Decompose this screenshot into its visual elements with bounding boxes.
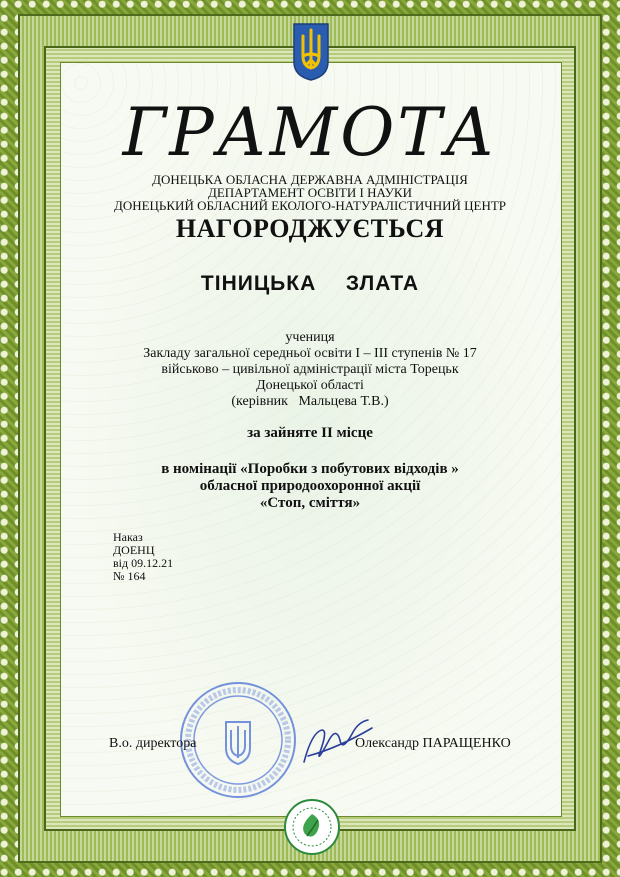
order-line-1: Наказ [113, 530, 143, 544]
nomination-line-2: обласної природоохоронної акції [199, 478, 421, 494]
certificate-title: ГРАМОТА [122, 94, 498, 171]
place-line: за зайняте ІІ місце [247, 425, 373, 441]
org-line-2: ДЕПАРТАМЕНТ ОСВІТИ І НАУКИ [207, 185, 412, 200]
order-line-3: від 09.12.21 [113, 556, 174, 570]
nomination-line-3: «Стоп, сміття» [259, 495, 361, 511]
detail-line-3: військово – цивільної адміністрації міста Торецьк [161, 362, 459, 377]
signer-role: В.о. директора [109, 736, 197, 751]
award-heading: НАГОРОДЖУЄТЬСЯ [175, 214, 445, 243]
order-line-2: ДОЕНЦ [113, 543, 155, 557]
detail-line-2: Закладу загальної середньої освіти І – ІІІ ступенів № 17 [143, 346, 477, 361]
detail-line-4: Донецької області [256, 378, 364, 393]
nomination-line-1: в номінації «Поробки з побутових відходів » [161, 461, 459, 477]
order-reference [113, 531, 173, 583]
signer-name: Олександр ПАРАЩЕНКО [355, 736, 511, 751]
org-line-1: ДОНЕЦЬКА ОБЛАСНА ДЕРЖАВНА АДМІНІСТРАЦІЯ [152, 172, 468, 187]
coat-of-arms-icon [291, 22, 331, 82]
detail-line-1: учениця [285, 330, 335, 345]
org-line-3: ДОНЕЦЬКИЙ ОБЛАСНИЙ ЕКОЛОГО-НАТУРАЛІСТИЧНИЙ ЦЕНТР [113, 198, 507, 213]
eco-center-logo-icon [283, 798, 341, 856]
recipient-name: ТІНИЦЬКА ЗЛАТА [200, 272, 420, 295]
detail-line-5: (керівник Мальцева Т.В.) [231, 394, 389, 409]
order-line-4: № 164 [113, 569, 146, 583]
